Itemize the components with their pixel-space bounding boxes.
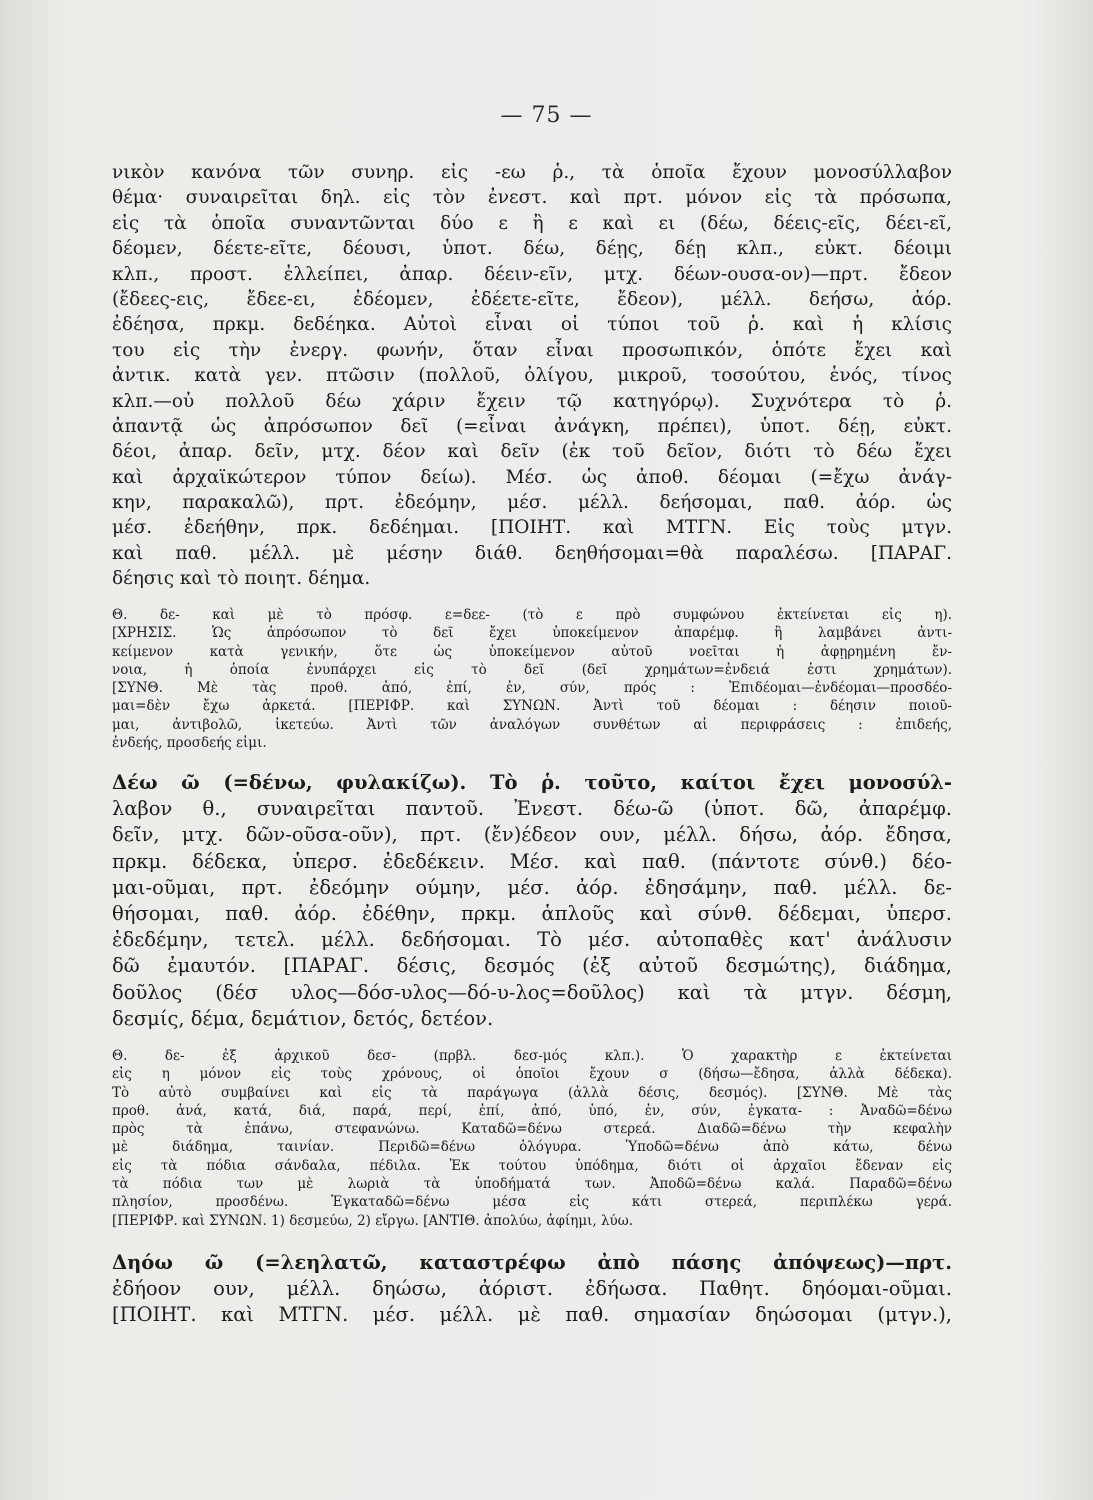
text-line: λαβον θ., συναιρεῖται παντοῦ. Ἐνεστ. δέω-ῶ (ὑποτ. δῶ, ἀπαρέμφ. bbox=[112, 797, 952, 821]
note-line: μαι, ἀντιβολῶ, ἱκετεύω. Ἀντὶ τῶν ἀναλόγων συνθέτων αἱ περιφράσεις : ἐπιδεής, bbox=[112, 716, 952, 733]
text-line: κην, παρακαλῶ), πρτ. ἐδεόμην, μέσ. μέλλ. δεήσομαι, παθ. ἀόρ. ὡς bbox=[112, 492, 952, 514]
note-line: πρὸς τὰ ἐπάνω, στεφανώνω. Καταδῶ=δένω στερεά. Διαδῶ=δένω τὴν κεφαλὴν bbox=[112, 1121, 952, 1138]
text-line: πρκμ. δέδεκα, ὑπερσ. ἐδεδέκειν. Μέσ. καὶ παθ. (πάντοτε σύνθ.) δέο- bbox=[112, 849, 952, 873]
text-line: ἐδεδέμην, τετελ. μέλλ. δεδήσομαι. Τὸ μέσ. αὐτοπαθὲς κατ' ἀνάλυσιν bbox=[112, 928, 952, 952]
text-line: δοῦλος (δέσ υλος—δόσ-υλος—δό-υ-λος=δοῦλος) καὶ τὰ μτγν. δέσμη, bbox=[112, 980, 952, 1004]
text-line: κλπ.—οὐ πολλοῦ δέω χάριν ἔχειν τῷ κατηγόρῳ). Συχνότερα τὸ ῥ. bbox=[112, 390, 952, 412]
text-line: καὶ ἀρχαϊκώτερον τύπον δείω). Μέσ. ὡς ἀποθ. δέομαι (=ἔχω ἀνάγ- bbox=[112, 466, 952, 488]
paragraph-deo-need bbox=[112, 160, 952, 592]
note-line: νοια, ἡ ὁποία ἐνυπάρχει εἰς τὸ δεῖ (δεῖ χρημάτων=ἐνδειά ἐστι χρημάτων). bbox=[112, 661, 952, 678]
text-line: κλπ., προστ. ἐλλείπει, ἀπαρ. δέειν-εῖν, μτχ. δέων-ουσα-ον)—πρτ. ἔδεον bbox=[112, 263, 952, 285]
note-line: [ΧΡΗΣΙΣ. Ὡς ἀπρόσωπον τὸ δεῖ ἔχει ὑποκείμενον ἀπαρέμφ. ἢ λαμβάνει ἀντι- bbox=[112, 625, 952, 642]
text-line: του εἰς τὴν ἐνεργ. φωνήν, ὅταν εἶναι προσωπικόν, ὁπότε ἔχει καὶ bbox=[112, 339, 952, 361]
note-line: κείμενον κατὰ γενικήν, ὅτε ὡς ὑποκείμενον αὐτοῦ νοεῖται ἡ ἀφῃρημένη ἔν- bbox=[112, 643, 952, 660]
note-line: Θ. δε- καὶ μὲ τὸ πρόσφ. ε=δεε- (τὸ ε πρὸ συμφώνου ἐκτείνεται εἰς η). bbox=[112, 607, 952, 623]
note-line: μαι=δὲν ἔχω ἀρκετά. [ΠΕΡΙΦΡ. καὶ ΣΥΝΩΝ. Ἀντὶ τοῦ δέομαι : δέησιν ποιοῦ- bbox=[112, 698, 952, 715]
page-number: — 75 — bbox=[500, 103, 593, 128]
note-line: εἰς η μόνον εἰς τοὺς χρόνους, οἱ ὁποῖοι ἔχουν σ (δήσω—ἔδησα, ἀλλὰ δέδεκα). bbox=[112, 1066, 952, 1083]
text-line: καὶ παθ. μέλλ. μὲ μέσην διάθ. δεηθήσομαι=θὰ παραλέσω. [ΠΑΡΑΓ. bbox=[112, 542, 952, 564]
entry-deo-bind bbox=[112, 770, 952, 1032]
headword-line: Δέω ῶ (=δένω, φυλακίζω). Τὸ ῥ. τοῦτο, καίτοι ἔχει μονοσύλ- bbox=[112, 771, 952, 794]
text-line: ἀπαντᾷ ὡς ἀπρόσωπον δεῖ (=εἶναι ἀνάγκη, πρέπει), ὑποτ. δέῃ, εὐκτ. bbox=[112, 415, 952, 437]
text-line: εἰς τὰ ὁποῖα συναντῶνται δύο ε ἢ ε καὶ ει (δέω, δέεις-εῖς, δέει-εῖ, bbox=[112, 212, 952, 234]
text-line: μέσ. ἐδεήθην, πρκ. δεδέημαι. [ΠΟΙΗΤ. καὶ ΜΤΓΝ. Εἰς τοὺς μτγν. bbox=[112, 517, 952, 539]
text-line: ἐδήοον ουν, μέλλ. δηώσω, ἀόριστ. ἐδήωσα. Παθητ. δηόομαι-οῦμαι. bbox=[112, 1277, 952, 1301]
text-line: (ἔδεες-εις, ἔδεε-ει, ἐδέομεν, ἐδέετε-εῖτε, ἔδεον), μέλλ. δεήσω, ἀόρ. bbox=[112, 288, 952, 310]
text-line: δέησις καὶ τὸ ποιητ. δέημα. bbox=[112, 568, 371, 590]
text-line: [ΠΟΙΗΤ. καὶ ΜΤΓΝ. μέσ. μέλλ. μὲ παθ. σημασίαν δηώσομαι (μτγν.), bbox=[112, 1303, 952, 1327]
text-line: ἀντικ. κατὰ γεν. πτῶσιν (πολλοῦ, ὀλίγου, μικροῦ, τοσούτου, ἑνός, τίνος bbox=[112, 365, 952, 387]
note-line: τὰ πόδια των μὲ λωριὰ τὰ ὑποδήματά των. Ἀποδῶ=δένω καλά. Παραδῶ=δένω bbox=[112, 1176, 952, 1193]
text-line: δέοι, ἀπαρ. δεῖν, μτχ. δέον καὶ δεῖν (ἐκ τοῦ δεῖον, διότι τὸ δέω ἔχει bbox=[112, 441, 952, 463]
entry-deoo bbox=[112, 1250, 952, 1329]
note-line: [ΣΥΝΘ. Μὲ τὰς προθ. ἀπό, ἐπί, ἐν, σύν, πρός : Ἐπιδέομαι—ἐνδέομαι—προσδέο- bbox=[112, 680, 952, 697]
note-line: [ΠΕΡΙΦΡ. καὶ ΣΥΝΩΝ. 1) δεσμεύω, 2) εἴργω. [ΑΝΤΙΘ. ἀπολύω, ἀφίημι, λύω. bbox=[112, 1212, 634, 1229]
note-line: ἐνδεής, προσδεής εἰμι. bbox=[112, 735, 267, 752]
note-line: Θ. δε- ἐξ ἀρχικοῦ δεσ- (πρβλ. δεσ-μός κλπ.). Ὁ χαρακτὴρ ε ἐκτείνεται bbox=[112, 1048, 952, 1064]
text-line: δῶ ἐμαυτόν. [ΠΑΡΑΓ. δέσις, δεσμός (ἐξ αὐτοῦ δεσμώτης), διάδημα, bbox=[112, 954, 952, 978]
text-line: θέμα· συναιρεῖται δηλ. εἰς τὸν ἐνεστ. καὶ πρτ. μόνον εἰς τὰ πρόσωπα, bbox=[112, 187, 952, 209]
text-line: νικὸν κανόνα τῶν συνηρ. εἰς -εω ῥ., τὰ ὁποῖα ἔχουν μονοσύλλαβον bbox=[112, 162, 952, 183]
headword-line: Δηόω ῶ (=λεηλατῶ, καταστρέφω ἀπὸ πάσης ἀπόψεως)—πρτ. bbox=[112, 1251, 952, 1274]
note-line: εἰς τὰ πόδια σάνδαλα, πέδιλα. Ἐκ τούτου ὑπόδημα, διότι οἱ ἀρχαῖοι ἔδεναν εἰς bbox=[112, 1157, 952, 1174]
text-line: μαι-οῦμαι, πρτ. ἐδεόμην ούμην, μέσ. ἀόρ. ἐδησάμην, παθ. μέλλ. δε- bbox=[112, 875, 952, 899]
text-line: δεσμίς, δέμα, δεμάτιον, δετός, δετέον. bbox=[112, 1006, 494, 1030]
note-line: μὲ διάδημα, ταινίαν. Περιδῶ=δένω ὁλόγυρα. Ὑποδῶ=δένω ἀπὸ κάτω, δένω bbox=[112, 1139, 952, 1156]
text-line: δέομεν, δέετε-εῖτε, δέουσι, ὑποτ. δέω, δέῃς, δέῃ κλπ., εὐκτ. δέοιμι bbox=[112, 238, 952, 260]
text-line: ἐδέησα, πρκμ. δεδέηκα. Αὐτοὶ εἶναι οἱ τύποι τοῦ ῥ. καὶ ἡ κλίσις bbox=[112, 314, 952, 336]
note-line: προθ. ἀνά, κατά, διά, παρά, περί, ἐπί, ἀπό, ὑπό, ἐν, σύν, ἐγκατα- : Ἀναδῶ=δένω bbox=[112, 1102, 952, 1119]
note-deo-bind bbox=[112, 1047, 952, 1230]
note-line: πλησίον, προσδένω. Ἐγκαταδῶ=δένω μέσα εἰς κάτι στερεά, περιπλέκω γερά. bbox=[112, 1194, 952, 1211]
note-deo-need bbox=[112, 606, 952, 752]
text-line: θήσομαι, παθ. ἀόρ. ἐδέθην, πρκμ. ἁπλοῦς καὶ σύνθ. δέδεμαι, ὑπερσ. bbox=[112, 901, 952, 925]
note-line: Τὸ αὐτὸ συμβαίνει καὶ εἰς τὰ παράγωγα (ἀλλὰ δέσις, δεσμός). [ΣΥΝΘ. Μὲ τὰς bbox=[112, 1084, 952, 1101]
text-line: δεῖν, μτχ. δῶν-οῦσα-οῦν), πρτ. (ἔν)έδεον ουν, μέλλ. δήσω, ἀόρ. ἔδησα, bbox=[112, 823, 952, 847]
